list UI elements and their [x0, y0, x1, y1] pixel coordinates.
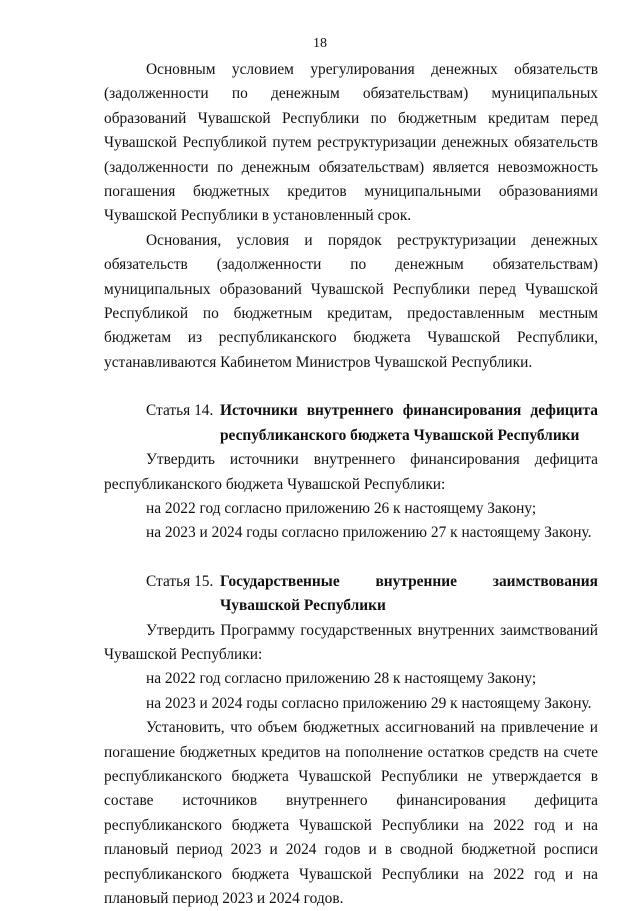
paragraph: Установить, что объем бюджетных ассигнований на привлечение и погашение бюджетных кредитов на пополнение остатков средств на счете республиканского бюджета Чувашской Республики не утверждается в составе источников внутреннего финансирования дефицита республиканского бюджета Чувашской Республики на 2022 год и на плановый период 2023 и 2024 годов и в сводной бюджетной росписи республиканского бюджета Чувашской Республики на 2022 год и на плановый период 2023 и 2024 годов.	[104, 719, 598, 907]
article-15-heading	[146, 570, 598, 619]
article-title: Государственные внутренние заимствования Чувашской Республики	[220, 572, 598, 615]
page-number: 18	[313, 36, 327, 51]
paragraph: на 2023 и 2024 годы согласно приложению 27 к настоящему Закону.	[146, 524, 592, 542]
paragraph: на 2022 год согласно приложению 28 к настоящему Закону;	[146, 670, 537, 688]
page-body	[104, 58, 598, 911]
paragraph: Основания, условия и порядок реструктуризации денежных обязательств (задолженности по денежным обязательствам) муниципальных образований Чувашской Республики перед Чувашской Республикой по бюджетным кредитам, предоставленным местным бюджетам из республиканского бюджета Чувашской Республики, устанавливаются Кабинетом Министров Чувашской Республики.	[104, 231, 598, 371]
article-title: Источники внутреннего финансирования дефицита республиканского бюджета Чувашской Республики	[220, 402, 598, 444]
article-14-heading	[146, 399, 598, 448]
article-label: Статья 15.	[146, 572, 214, 590]
paragraph: Утвердить Программу государственных внутренних заимствований Чувашской Республики:	[104, 621, 598, 663]
paragraph: на 2022 год согласно приложению 26 к настоящему Закону;	[146, 499, 537, 517]
section-gap	[104, 546, 598, 570]
paragraph: Утвердить источники внутреннего финансирования дефицита республиканского бюджета Чувашской Республики:	[104, 451, 598, 493]
article-label: Статья 14.	[146, 402, 214, 420]
paragraph: Основным условием урегулирования денежных обязательств (задолженности по денежным обязательствам) муниципальных образований Чувашской Республики по бюджетным кредитам перед Чувашской Республикой путем реструктуризации денежных обязательств (задолженности по денежным обязательствам) является невозможность погашения бюджетных кредитов муниципальными образованиями Чувашской Республики в установленный срок.	[104, 61, 598, 225]
paragraph: на 2023 и 2024 годы согласно приложению 29 к настоящему Закону.	[146, 694, 592, 712]
section-gap	[104, 375, 598, 399]
